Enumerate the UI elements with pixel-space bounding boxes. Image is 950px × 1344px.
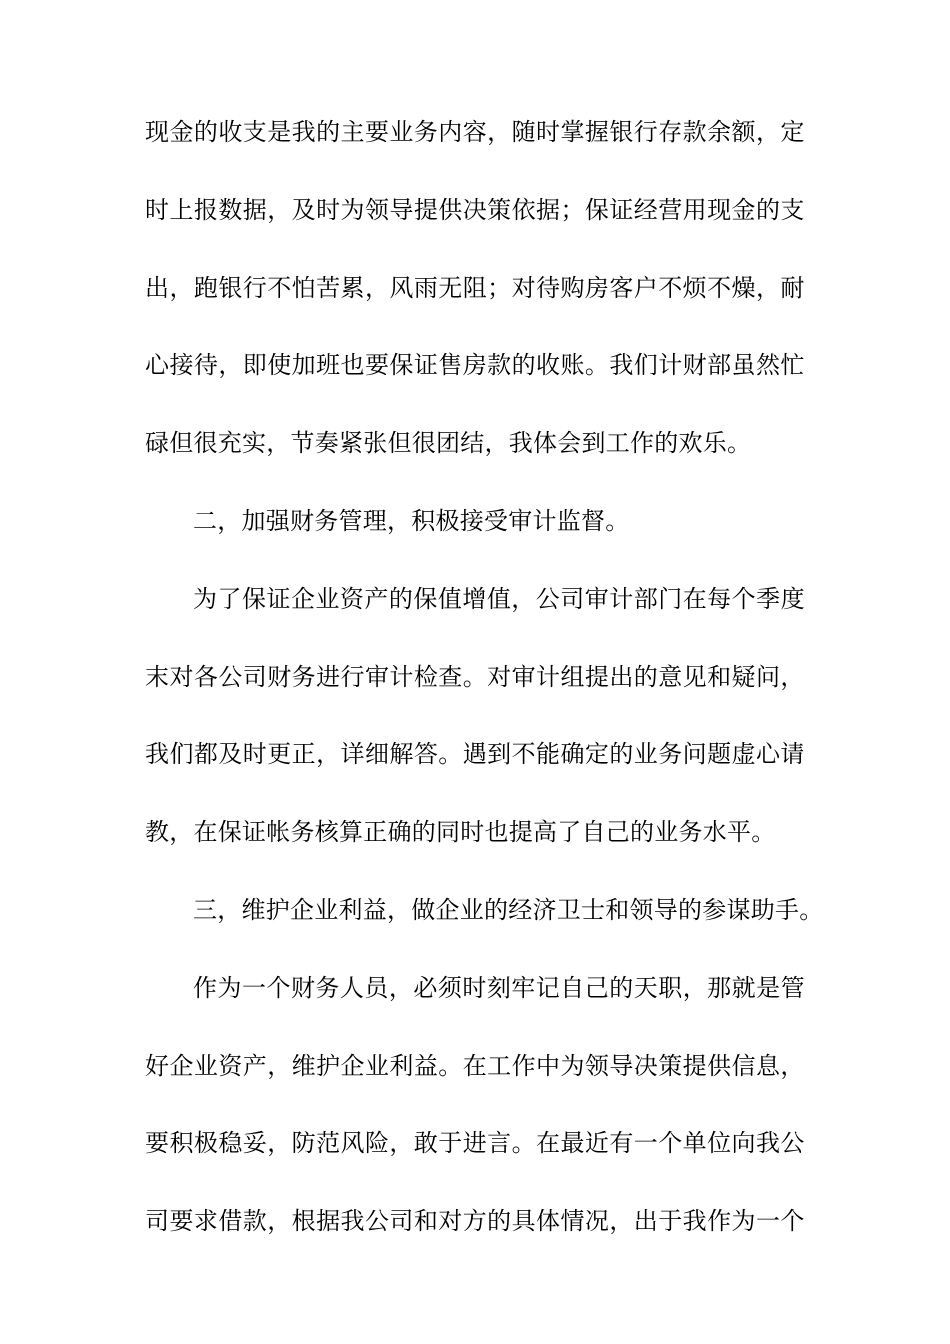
text-line: 心 接 待 ， 即 使 加 班 也 要 保 证 售 房 款 的 收 账 。 我 们 计 财 部 虽 然 忙 [145, 351, 805, 380]
text-line: 要 积 极 稳 妥 ， 防 范 风 险 ， 敢 于 进 言 。 在 最 近 有 一 个 单 位 向 我 公 [145, 1129, 805, 1158]
text-line: 我 们 都 及 时 更 正 ， 详 细 解 答 。 遇 到 不 能 确 定 的 业 务 问 题 虚 心 请 [145, 740, 805, 769]
text-line: 时 上 报 数 据 ， 及 时 为 领 导 提 供 决 策 依 据 ； 保 证 经 营 用 现 金 的 支 [145, 195, 805, 224]
text-line: 出 ， 跑 银 行 不 怕 苦 累 ， 风 雨 无 阻 ； 对 待 购 房 客 户 不 烦 不 燥 ， 耐 [145, 273, 805, 302]
text-line: 作 为 一 个 财 务 人 员 ， 必 须 时 刻 牢 记 自 己 的 天 职 ， 那 就 是 管 [193, 973, 805, 1002]
text-line: 教，在保证帐务核算正确的同时也提高了自己的业务水平。 [145, 818, 776, 847]
text-line: 好 企 业 资 产 ， 维 护 企 业 利 益 。 在 工 作 中 为 领 导 决 策 提 供 信 息 ， [145, 1051, 805, 1080]
text-line: 司 要 求 借 款 ， 根 据 我 公 司 和 对 方 的 具 体 情 况 ， 出 于 我 作 为 一 个 [145, 1207, 805, 1236]
section-heading: 三，维护企业利益，做企业的经济卫士和领导的参谋助手。 [193, 895, 824, 924]
text-line: 末 对 各 公 司 财 务 进 行 审 计 检 查 。 对 审 计 组 提 出 的 意 见 和 疑 问 ， [145, 662, 805, 691]
section-heading: 二，加强财务管理，积极接受审计监督。 [193, 506, 630, 535]
text-line: 现 金 的 收 支 是 我 的 主 要 业 务 内 容 ， 随 时 掌 握 银 行 存 款 余 额 ， 定 [145, 118, 805, 146]
text-line: 为 了 保 证 企 业 资 产 的 保 值 增 值 ， 公 司 审 计 部 门 在 每 个 季 度 [193, 584, 805, 613]
text-line: 碌但很充实，节奏紧张但很团结，我体会到工作的欢乐。 [145, 429, 752, 458]
